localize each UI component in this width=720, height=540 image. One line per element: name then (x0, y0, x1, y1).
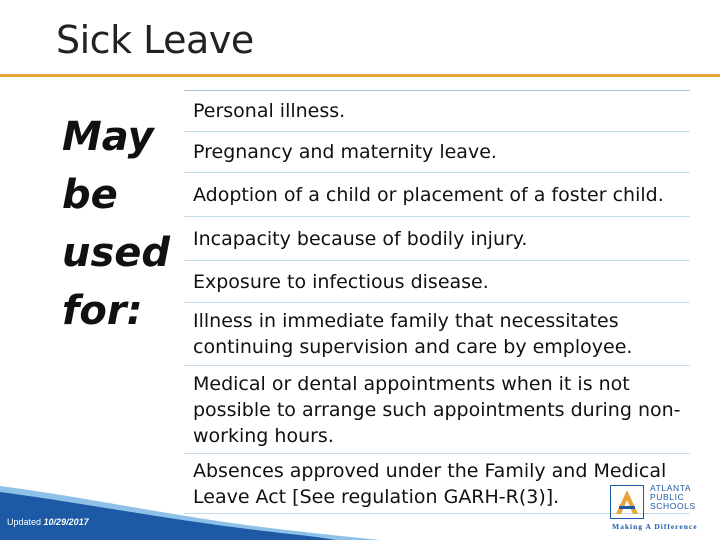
list-item-text: Absences approved under the Family and Medical Leave Act [See regulation GARH-R(3)]. (193, 459, 667, 508)
side-label: May be used for: (62, 114, 171, 334)
list-item-text: Illness in immediate family that necessitates continuing supervision and care by employee. (193, 310, 633, 358)
list-item (184, 217, 690, 261)
aps-logo (606, 482, 714, 530)
list-item (184, 261, 690, 303)
list-item (184, 91, 690, 132)
logo-wordmark (650, 484, 696, 511)
updated-date: 10/29/2017 (43, 517, 89, 527)
logo-a-icon (610, 485, 644, 519)
list-item-text: Personal illness. (193, 100, 346, 122)
title-divider (0, 74, 720, 77)
list-item (184, 132, 690, 173)
logo-line-1: ATLANTA (650, 483, 692, 493)
updated-label: Updated (7, 517, 42, 527)
logo-tagline: Making A Difference (612, 522, 698, 531)
updated-note (7, 517, 89, 527)
list-item (184, 366, 690, 454)
list-item-text: Exposure to infectious disease. (193, 270, 489, 293)
logo-line-3: SCHOOLS (650, 501, 696, 511)
list-item-text: Medical or dental appointments when it is not possible to arrange such appointments during non-working hours. (193, 372, 681, 447)
logo-line-2: PUBLIC (650, 492, 685, 502)
list-item (184, 173, 690, 217)
list-item-text: Pregnancy and maternity leave. (193, 141, 497, 163)
page-title: Sick Leave (56, 18, 254, 62)
list-item-text: Incapacity because of bodily injury. (193, 227, 528, 250)
list-item (184, 303, 690, 366)
list-item-text: Adoption of a child or placement of a foster child. (193, 183, 664, 206)
leave-reasons-list (184, 90, 690, 514)
